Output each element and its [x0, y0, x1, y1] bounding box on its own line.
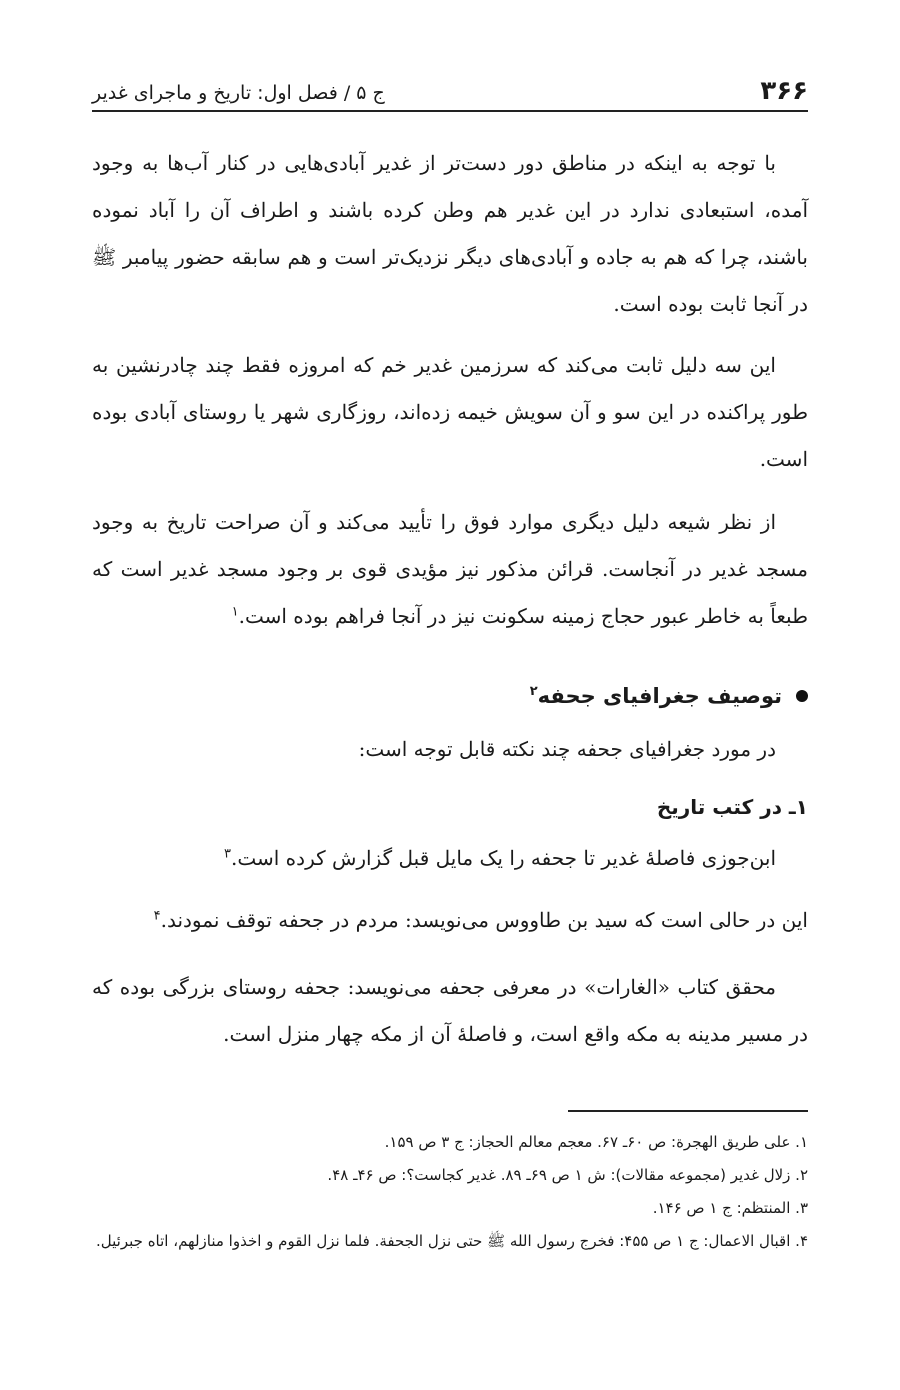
line-text: این در حالی است که سید بن طاووس می‌نویسد: مردم در جحفه توقف نمودند.	[160, 908, 808, 932]
paragraph-1	[92, 140, 808, 328]
footnotes	[92, 1126, 808, 1258]
footnote-ref-4[interactable]: ۴	[153, 908, 161, 924]
heading-label: توصیف جغرافیای جحفه	[537, 684, 782, 708]
footnote-ref-2[interactable]: ۲	[529, 684, 538, 699]
paragraph-2	[92, 342, 808, 483]
page-header	[92, 70, 808, 112]
paragraph-text: با توجه به اینکه در مناطق دور دست‌تر از غدیر آبادی‌هایی در کنار آب‌ها به وجود آمده، استبعادی ندارد در این غدیر هم وطن کرده باشند و اطراف آن را آباد نموده باشند، چرا که هم به جاده و آبادی‌های دیگر نزدیک‌تر است و هم سابقه حضور پیامبر ﷺ در آنجا ثابت بوده است.	[92, 151, 808, 316]
footnote-separator	[568, 1110, 808, 1112]
paragraph-text: این سه دلیل ثابت می‌کند که سرزمین غدیر خم که امروزه فقط چند چادرنشین به طور پراکنده در این سو و آن سویش خیمه زده‌اند، روزگاری شهر یا روستای آبادی بوده است.	[92, 353, 808, 471]
ibn-jawzi-line	[224, 835, 776, 882]
paragraph-text: از نظر شیعه دلیل دیگری موارد فوق را تأیید می‌کند و آن صراحت تاریخ به وجود مسجد غدیر در آنجاست. قرائن مذکور نیز مؤیدی قوی بر وجود مسجد غدیر است که طبعاً به خاطر عبور حجاج زمینه سکونت نیز در آنجا فراهم بوده است.	[92, 510, 808, 628]
section-heading-text	[530, 684, 782, 708]
page-number: ۳۶۶	[760, 76, 808, 106]
bullet-icon	[796, 690, 808, 702]
paragraph-text: محقق کتاب «الغارات» در معرفی جحفه می‌نویسد: جحفه روستای بزرگی بوده که در مسیر مدینه به مکه واقع است، و فاصلهٔ آن از مکه چهار منزل است.	[92, 975, 808, 1046]
ibn-tawus-line	[154, 897, 808, 944]
section-intro: در مورد جغرافیای جحفه چند نکته قابل توجه است:	[358, 737, 776, 761]
paragraph-3	[92, 499, 808, 640]
footnote-ref-3[interactable]: ۳	[224, 846, 232, 862]
running-title: ج ۵ / فصل اول: تاریخ و ماجرای غدیر	[92, 82, 385, 104]
footnote-ref-1[interactable]: ۱	[231, 604, 239, 620]
section-heading	[530, 684, 808, 708]
paragraph-gharat	[92, 964, 808, 1058]
subheading: ۱ـ در کتب تاریخ	[656, 795, 808, 819]
footnote-1: ۱. علی طریق الهجرة: ص ۶۰ـ ۶۷. معجم معالم الحجاز: ج ۳ ص ۱۵۹.	[384, 1133, 808, 1151]
line-text: ابن‌جوزی فاصلهٔ غدیر تا جحفه را یک مایل قبل گزارش کرده است.	[231, 846, 776, 870]
footnote-4: ۴. اقبال الاعمال: ج ۱ ص ۴۵۵: فخرج رسول الله ﷺ حتی نزل الجحفة. فلما نزل القوم و اخذوا منازلهم، اتاه جبرئیل.	[96, 1232, 808, 1250]
footnote-3: ۳. المنتظم: ج ۱ ص ۱۴۶.	[652, 1199, 808, 1217]
footnote-2: ۲. زلال غدیر (مجموعه مقالات): ش ۱ ص ۶۹ـ ۸۹. غدیر کجاست؟: ص ۴۶ـ ۴۸.	[327, 1166, 808, 1184]
